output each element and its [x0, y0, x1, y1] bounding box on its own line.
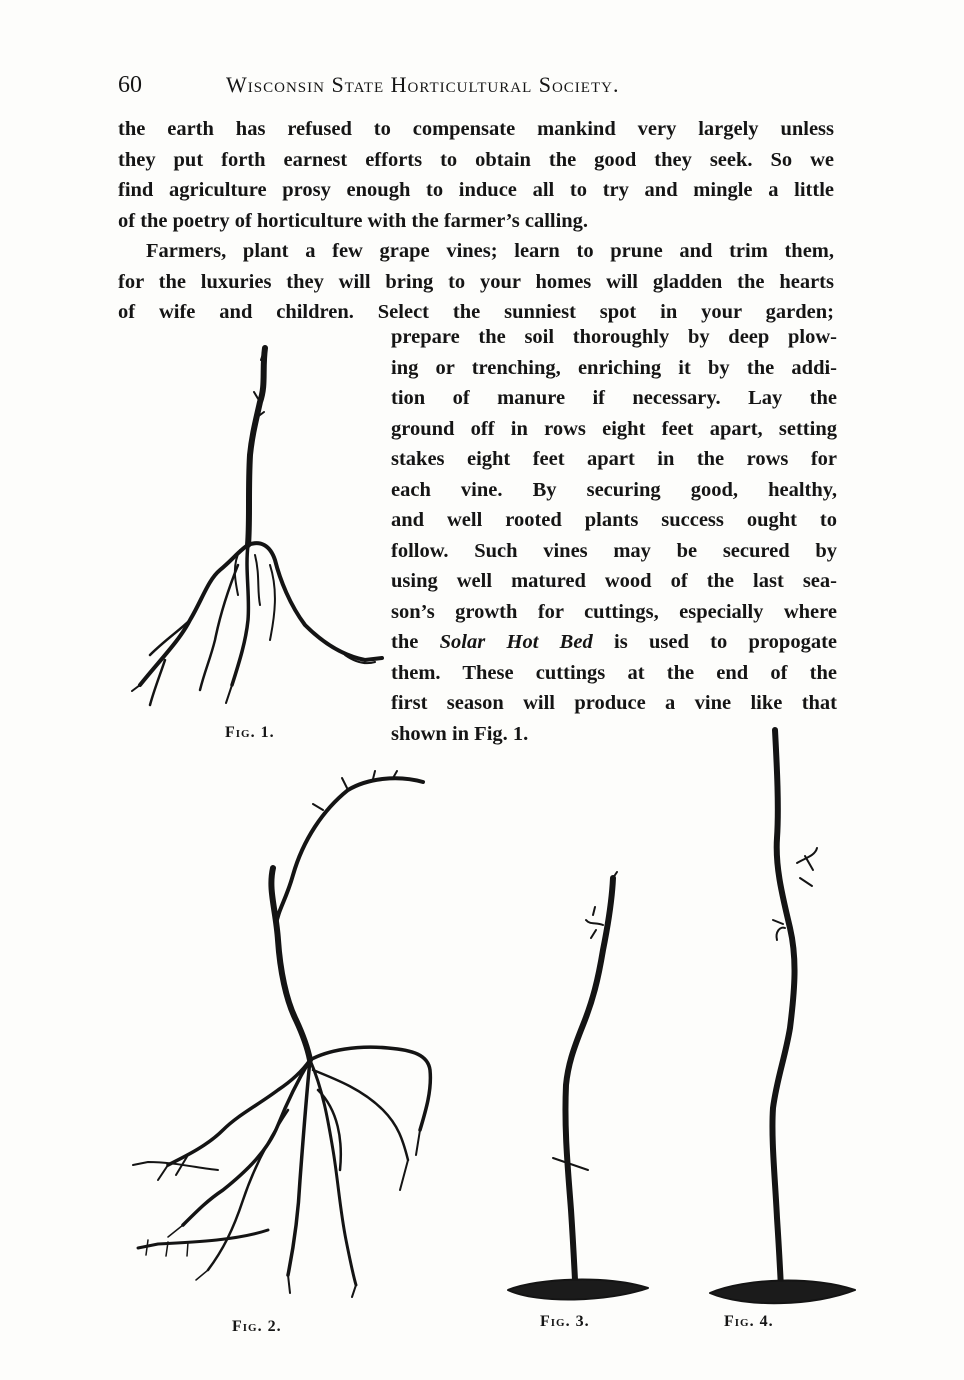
text-line: stakes eight feet apart in the rows for — [391, 448, 837, 470]
text-line: first season will produce a vine like that — [391, 692, 837, 714]
text-line: and well rooted plants success ought to — [391, 509, 837, 531]
text-line: prepare the soil thoroughly by deep plow- — [391, 326, 837, 348]
running-title: Wisconsin State Horticultural Society. — [226, 72, 620, 97]
text-line: for the luxuries they will bring to your homes will gladden the hearts — [118, 270, 834, 293]
text-line: using well matured wood of the last sea- — [391, 570, 837, 592]
text-fragment: the — [391, 631, 440, 653]
text-fragment: is used to propogate — [592, 631, 837, 653]
running-head — [118, 72, 838, 106]
fig-1-caption: Fig. 1. — [225, 724, 275, 741]
text-line: ing or trenching, enriching it by the addi- — [391, 356, 837, 379]
text-line-solar-hot-bed — [391, 627, 837, 658]
paragraph-1 — [118, 114, 834, 236]
fig-2-rooted-vine-illustration — [128, 770, 440, 1310]
fig-3-pruned-vine-illustration — [498, 870, 663, 1315]
text-line: ground off in rows eight feet apart, setting — [391, 417, 837, 440]
page-number: 60 — [118, 72, 142, 98]
fig-4-trained-vine-illustration — [705, 728, 865, 1318]
fig-1-rooted-cutting-illustration — [120, 340, 390, 725]
text-line: follow. Such vines may be secured by — [391, 539, 837, 562]
text-line: of wife and children. Select the sunniest spot in your garden; — [118, 301, 834, 323]
text-line: Farmers, plant a few grape vines; learn to prune and trim them, — [146, 240, 834, 262]
text-line: them. These cuttings at the end of the — [391, 661, 837, 684]
text-line: they put forth earnest efforts to obtain the good they seek. So we — [118, 148, 834, 171]
text-line: each vine. By securing good, healthy, — [391, 478, 837, 501]
text-line: find agriculture prosy enough to induce all to try and mingle a little — [118, 179, 834, 201]
paragraph-2-wrapped-column — [391, 322, 837, 749]
fig-4-caption: Fig. 4. — [724, 1313, 774, 1330]
text-line: son’s growth for cuttings, especially where — [391, 600, 837, 623]
text-line: the earth has refused to compensate mankind very largely unless — [118, 118, 834, 140]
text-line: shown in Fig. 1. — [391, 722, 529, 745]
paragraph-2 — [118, 236, 834, 328]
solar-hot-bed-italic: Solar Hot Bed — [439, 631, 593, 653]
fig-2-caption: Fig. 2. — [232, 1318, 282, 1335]
text-line: of the poetry of horticulture with the farmer’s calling. — [118, 209, 589, 232]
text-line: tion of manure if necessary. Lay the — [391, 387, 837, 409]
fig-3-caption: Fig. 3. — [540, 1313, 590, 1330]
